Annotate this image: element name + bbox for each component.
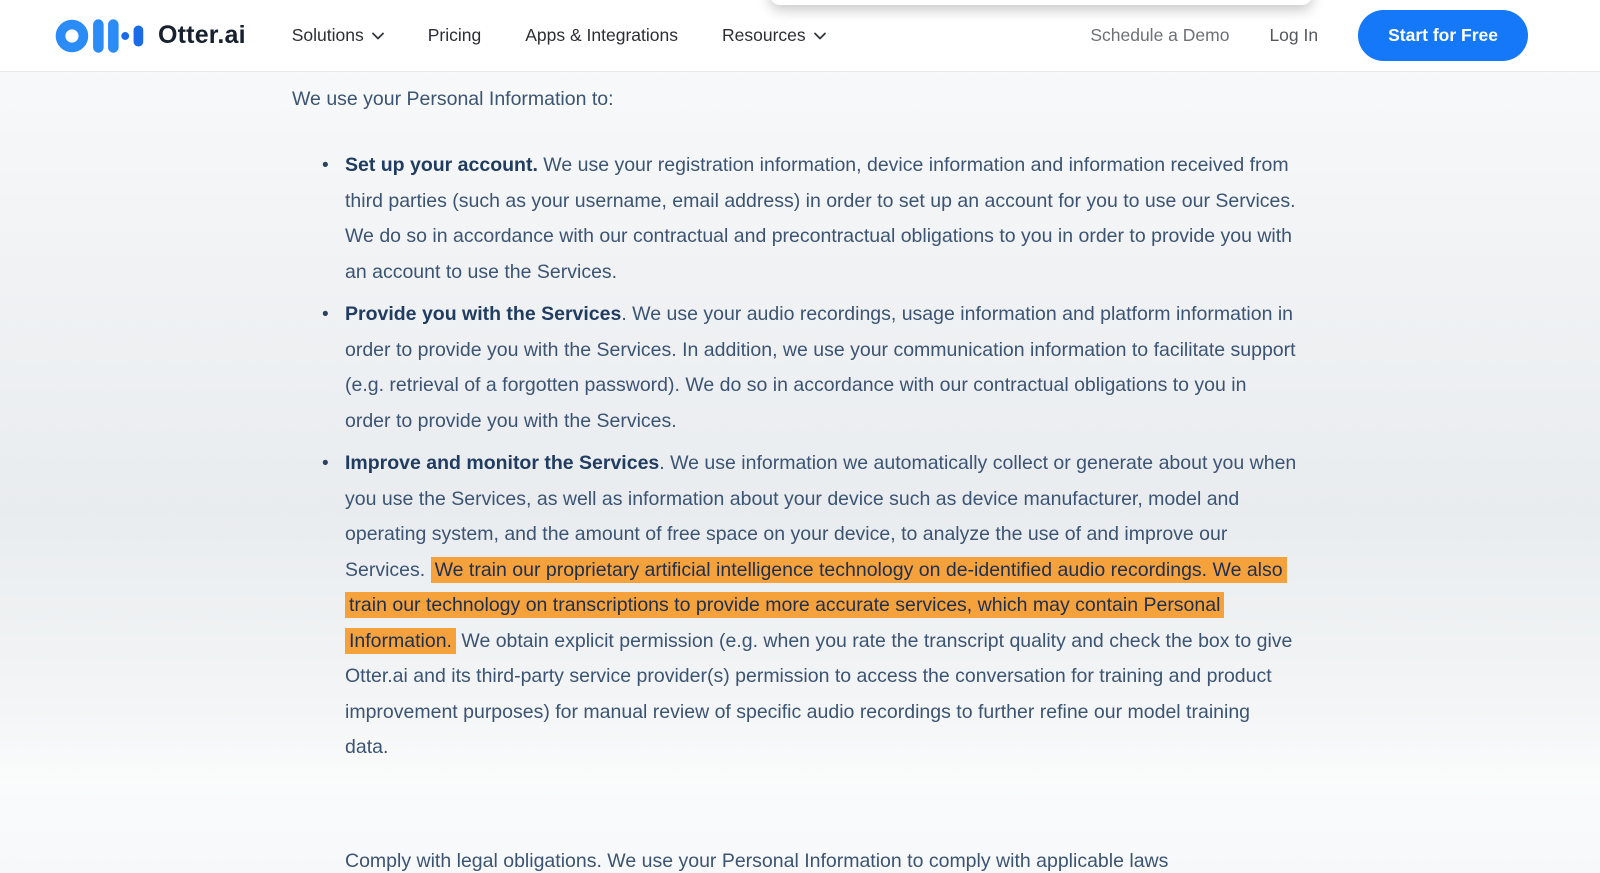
list-item [322, 297, 1297, 439]
nav-item-label: Apps & Integrations [525, 25, 678, 45]
highlighted-text: We train our proprietary artificial intelligence technology on de-identified audio recordings. We also train our technology on transcriptions to provide more accurate services, which may contain Personal Information. [345, 557, 1287, 654]
list-item [322, 446, 1297, 766]
otter-logo[interactable] [57, 16, 246, 56]
bullet-lead: Set up your account. [345, 154, 538, 176]
nav-links [292, 25, 826, 46]
bullet-icon: • [322, 155, 329, 176]
list-item [322, 148, 1297, 290]
top-nav [0, 0, 1600, 72]
bullet-lead: Provide you with the Services [345, 303, 622, 325]
chevron-down-icon [372, 32, 384, 40]
nav-item-label: Pricing [427, 25, 482, 45]
clipped-next-line: Comply with legal obligations. We use your Personal Information to comply with applicable laws [345, 850, 1169, 872]
bullet-icon: • [322, 453, 329, 474]
bullet-body: We use your registration information, device information and information received from third parties (such as your username, email address) in order to set up an account for you to use our Services. We do so in accordance with our contractual and precontractual obligations to you in order to provide you with an account to use the Services. [345, 154, 1296, 283]
otter-logo-icon [57, 16, 145, 56]
privacy-policy-content [0, 72, 1600, 872]
bullet-body: . We use your audio recordings, usage information and platform information in order to provide you with the Services. In addition, we use your communication information to facilitate support (e.g. retrieval of a forgotten password). We do so in accordance with our contractual obligations to you in order to provide you with the Services. [345, 303, 1296, 432]
login-link[interactable]: Log In [1269, 25, 1319, 45]
nav-item-label: Solutions [291, 25, 364, 45]
nav-right-group [1090, 10, 1528, 61]
schedule-demo-link[interactable]: Schedule a Demo [1090, 25, 1230, 45]
bullet-body: We obtain explicit permission (e.g. when you rate the transcript quality and check the box to give Otter.ai and its third-party service provider(s) permission to access the conversation for training and product improvement purposes) for manual review of specific audio recordings to further refine our model training data. [345, 629, 1293, 758]
brand-wordmark: Otter.ai [158, 21, 246, 49]
bullet-body: . We use information we automatically collect or generate about you when you use the Services, as well as information about your device such as device manufacturer, model and operating system, and the amount of free space on your device, to analyze the use of and improve our Services. [345, 452, 1297, 581]
intro-text: We use your Personal Information to: [292, 88, 614, 110]
nav-item-solutions[interactable] [292, 25, 384, 46]
nav-item-apps-integrations[interactable] [525, 25, 678, 46]
nav-item-pricing[interactable] [428, 25, 482, 46]
chevron-down-icon [814, 32, 826, 40]
overlay-remnant [770, 0, 1312, 5]
bullet-icon: • [322, 304, 329, 325]
nav-item-label: Resources [721, 25, 806, 45]
bullet-lead: Improve and monitor the Services [345, 452, 660, 474]
policy-bullet-list [322, 148, 1297, 766]
nav-item-resources[interactable] [722, 25, 826, 46]
start-for-free-button[interactable]: Start for Free [1358, 10, 1528, 61]
